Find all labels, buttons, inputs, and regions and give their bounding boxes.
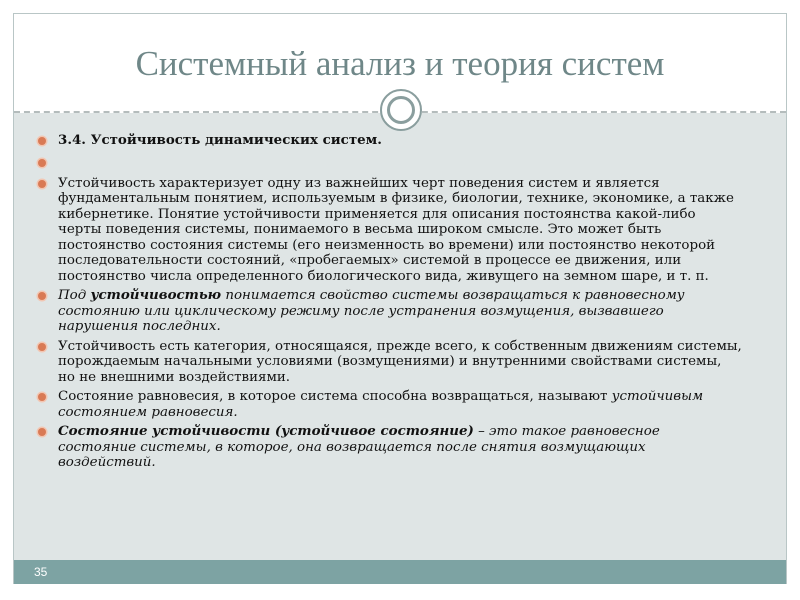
- list-item: [42, 133, 742, 149]
- list-item: [42, 155, 742, 170]
- bullet-list: [42, 133, 742, 471]
- list-item: [42, 288, 742, 335]
- definition-after: понимается свойство системы возвращаться к равновесному состоянию или циклическому режиму после устранения возмущения, вызвавшего нарушения последних.: [58, 288, 685, 334]
- list-item: [42, 176, 742, 285]
- definition-before: Под: [58, 288, 91, 303]
- bullet-icon: [38, 137, 46, 145]
- bullet-icon: [38, 292, 46, 300]
- paragraph-text: Состояние равновесия, в которое система способна возвращаться, называют: [58, 389, 612, 404]
- page-number: 35: [34, 565, 48, 579]
- paragraph-text: Устойчивость характеризует одну из важнейших черт поведения систем и является фундаментальным понятием, используемым в физике, биологии, технике, экономике, а также кибернетике. Понятие устойчивости применяется для описания постоянства какой-либо черты поведения системы, понимаемого в весьма широком смысле. Это может быть постоянство состояния системы (его неизменность во времени) или постоянство некоторой последовательности состояний, «пробегаемых» системой в процессе ее движения, или постоянство числа определенного биологического вида, живущего на земном шаре, и т. п.: [58, 175, 734, 284]
- list-item: [42, 424, 742, 471]
- list-item: [42, 339, 742, 386]
- bullet-icon: [38, 343, 46, 351]
- slide-title: Системный анализ и теория систем: [135, 44, 665, 83]
- definition-term: Состояние устойчивости (устойчивое состояние): [58, 423, 474, 439]
- italic-term: устойчивым состоянием равновесия.: [58, 389, 704, 420]
- list-item: [42, 389, 742, 420]
- circle-ornament-icon: [380, 89, 422, 131]
- section-heading: 3.4. Устойчивость динамических систем.: [58, 132, 382, 148]
- bullet-icon: [38, 180, 46, 188]
- bullet-icon: [38, 428, 46, 436]
- paragraph-text: Устойчивость есть категория, относящаяся, прежде всего, к собственным движениям системы, порождаемым начальными условиями (возмущениями) и внутренними свойствами системы, но не внешними воздействиями.: [58, 338, 742, 385]
- definition-term: устойчивостью: [90, 287, 222, 303]
- definition-after: – это такое равновесное состояние системы, в которое, она возвращается после снятия возмущающих воздействий.: [58, 424, 660, 470]
- bullet-icon: [38, 159, 46, 167]
- footer-bar: [14, 560, 786, 584]
- bullet-icon: [38, 393, 46, 401]
